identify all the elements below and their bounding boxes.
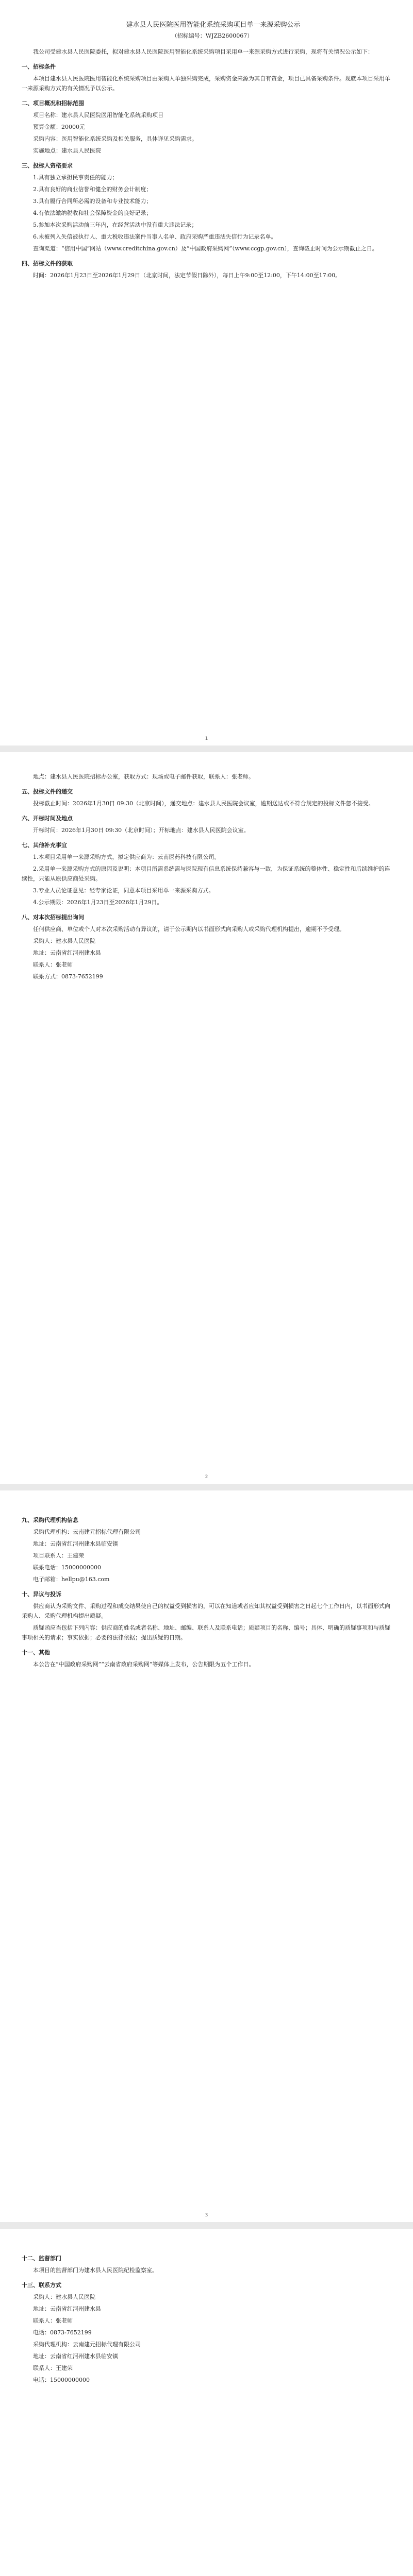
agency-info: 项目联系人：王建荣 — [33, 1552, 84, 1559]
agency-info: 联系电话：15000000000 — [33, 1564, 101, 1571]
section-8-heading: 八、对本次招标提出询问 — [22, 914, 84, 921]
agency-info: 采购代理机构：云南建元招标代理有限公司 — [33, 1529, 141, 1535]
page-number: 1 — [205, 736, 208, 741]
page-4-content — [22, 2248, 391, 2387]
page-1 — [0, 0, 413, 745]
section-3-item: 1.具有独立承担民事责任的能力； — [33, 174, 118, 181]
section-10-heading: 十、异议与投诉 — [22, 1591, 61, 1598]
page-2-content — [22, 772, 391, 984]
section-10-text: 供应商认为采购文件、采购过程和成交结果使自己的权益受到损害的，可以在知道或者应知其权益受到损害之日起七个工作日内，以书面形式向采购人、采购代理机构提出质疑。 — [22, 1603, 390, 1619]
contact-line: 采购代理机构：云南建元招标代理有限公司 — [33, 2341, 141, 2348]
section-7-item: 3.专业人员论证意见：经专家论证，同意本项目采用单一来源采购方式。 — [33, 887, 214, 894]
section-5-heading: 五、投标文件的递交 — [22, 788, 73, 795]
document-title: 建水县人民医院医用智能化系统采购项目单一来源采购公示 — [126, 21, 301, 29]
contact-line: 联系人：王建荣 — [33, 2365, 73, 2371]
purchaser-phone: 联系方式：0873-7652199 — [33, 973, 103, 980]
section-3-item: 3.具有履行合同所必需的设备和专业技术能力； — [33, 198, 152, 205]
page-3 — [0, 1490, 413, 2222]
agency-info: 地址：云南省红河州建水县临安镇 — [33, 1540, 118, 1547]
contact-line: 联系人：张老师 — [33, 2317, 73, 2324]
section-6-heading: 六、开标时间及地点 — [22, 815, 73, 822]
section-3-item: 6.未被列入失信被执行人、重大税收违法案件当事人名单、政府采购严重违法失信行为记录名单。 — [33, 233, 277, 240]
project-number: （招标编号：WJZB2600067） — [171, 32, 253, 39]
section-11-heading: 十一、其他 — [22, 1649, 50, 1656]
page-2 — [0, 752, 413, 1484]
section-5-text: 投标截止时间：2026年1月30日 09:30（北京时间），递交地点：建水县人民医院会议室，逾期送达或不符合规定的投标文件恕不接受。 — [33, 800, 374, 807]
section-10-text-b: 质疑函应当包括下列内容：供应商的姓名或者名称、地址、邮编、联系人及联系电话；质疑项目的名称、编号；具体、明确的质疑事项和与质疑事项相关的请求；事实依据；必要的法律依据；提出质疑的日期。 — [22, 1624, 390, 1641]
agency-info: 电子邮箱：hellpu@163.com — [33, 1576, 110, 1583]
purchaser-address: 地址：云南省红河州建水县 — [33, 950, 101, 956]
contact-line: 电话：15000000000 — [33, 2377, 90, 2383]
section-1-heading: 一、招标条件 — [22, 63, 56, 70]
section-13-heading: 十三、联系方式 — [22, 2282, 61, 2289]
section-3-heading: 三、投标人资格要求 — [22, 162, 73, 169]
section-3-item: 4.有依法缴纳税收和社会保障资金的良好记录； — [33, 210, 152, 216]
section-2-item: 预算金额：20000元 — [33, 124, 85, 130]
section-2-heading: 二、项目概况和招标范围 — [22, 100, 84, 107]
purchaser-name: 采购人：建水县人民医院 — [33, 938, 95, 944]
section-2-item: 项目名称：建水县人民医院医用智能化系统采购项目 — [33, 112, 163, 118]
section-7-heading: 七、其他补充事宜 — [22, 842, 67, 849]
contact-line: 电话：0873-7652199 — [33, 2329, 92, 2336]
purchaser-contact: 联系人：张老师 — [33, 961, 73, 968]
section-7-item: 1.本项目采用单一来源采购方式，拟定供应商为：云南医药科技有限公司。 — [33, 854, 220, 860]
section-3-item: 5.参加本次采购活动前三年内，在经营活动中没有重大违法记录； — [33, 222, 197, 228]
page-4 — [0, 2229, 413, 2576]
contact-line: 地址：云南省红河州建水县临安镇 — [33, 2353, 118, 2360]
section-1-text: 本项目建水县人民医院医用智能化系统采购项目由采购人单独采购完成，采购资金来源为其自有资金，项目已具备采购条件。现就本项目采用单一来源采购方式的有关情况予以公示。 — [22, 75, 390, 92]
page-3-content — [22, 1510, 391, 1671]
section-2-item: 实施地点：建水县人民医院 — [33, 147, 101, 154]
contact-line: 地址：云南省红河州建水县 — [33, 2306, 101, 2312]
intro-paragraph: 我公司受建水县人民医院委托，拟对建水县人民医院医用智能化系统采购项目采用单一来源采购方式进行采购，现将有关情况公示如下： — [33, 48, 373, 55]
section-8-text: 任何供应商、单位或个人对本次采购活动有异议的，请于公示期内以书面形式向采购人或采购代理机构提出，逾期不予受理。 — [33, 926, 345, 933]
section-3-item: 2.具有良好的商业信誉和健全的财务会计制度； — [33, 186, 152, 193]
section-6-text: 开标时间：2026年1月30日 09:30（北京时间）；开标地点：建水县人民医院会议室。 — [33, 827, 250, 834]
contact-line: 采购人：建水县人民医院 — [33, 2294, 95, 2300]
section-9-heading: 九、采购代理机构信息 — [22, 1517, 78, 1523]
section-3-note: 查询渠道：“信用中国”网站（www.creditchina.gov.cn）及“中国政府采购网”（www.ccgp.gov.cn），查询截止时间为公示期截止之日。 — [33, 245, 378, 252]
section-2-item: 采购内容：医用智能化系统采购及相关服务，具体详见采购需求。 — [33, 135, 197, 142]
section-7-item: 2.采用单一来源采购方式的原因及说明：本项目所需系统需与医院现有信息系统保持兼容与一致，为保证系统的整体性、稳定性和后续维护的连续性，只能从原供应商处采购。 — [22, 866, 390, 882]
section-4-text: 时间：2026年1月23日至2026年1月29日（北京时间，法定节假日除外），每日上午9:00至12:00，下午14:00至17:00。 — [33, 272, 341, 279]
section-7-item: 4.公示期限：2026年1月23日至2026年1月29日。 — [33, 899, 163, 906]
section-4-continued: 地点：建水县人民医院招标办公室，获取方式：现场或电子邮件获取，联系人：张老师。 — [33, 773, 254, 780]
page-number: 2 — [205, 1475, 208, 1480]
section-12-heading: 十二、监督部门 — [22, 2255, 61, 2262]
section-4-heading: 四、招标文件的获取 — [22, 260, 73, 267]
page-1-content — [22, 20, 391, 282]
section-11-text: 本公告在“中国政府采购网”“云南省政府采购网”等媒体上发布，公告期限为五个工作日。 — [33, 1661, 255, 1668]
page-number: 3 — [205, 2213, 208, 2218]
section-12-text: 本项目的监督部门为建水县人民医院纪检监察室。 — [33, 2267, 158, 2274]
